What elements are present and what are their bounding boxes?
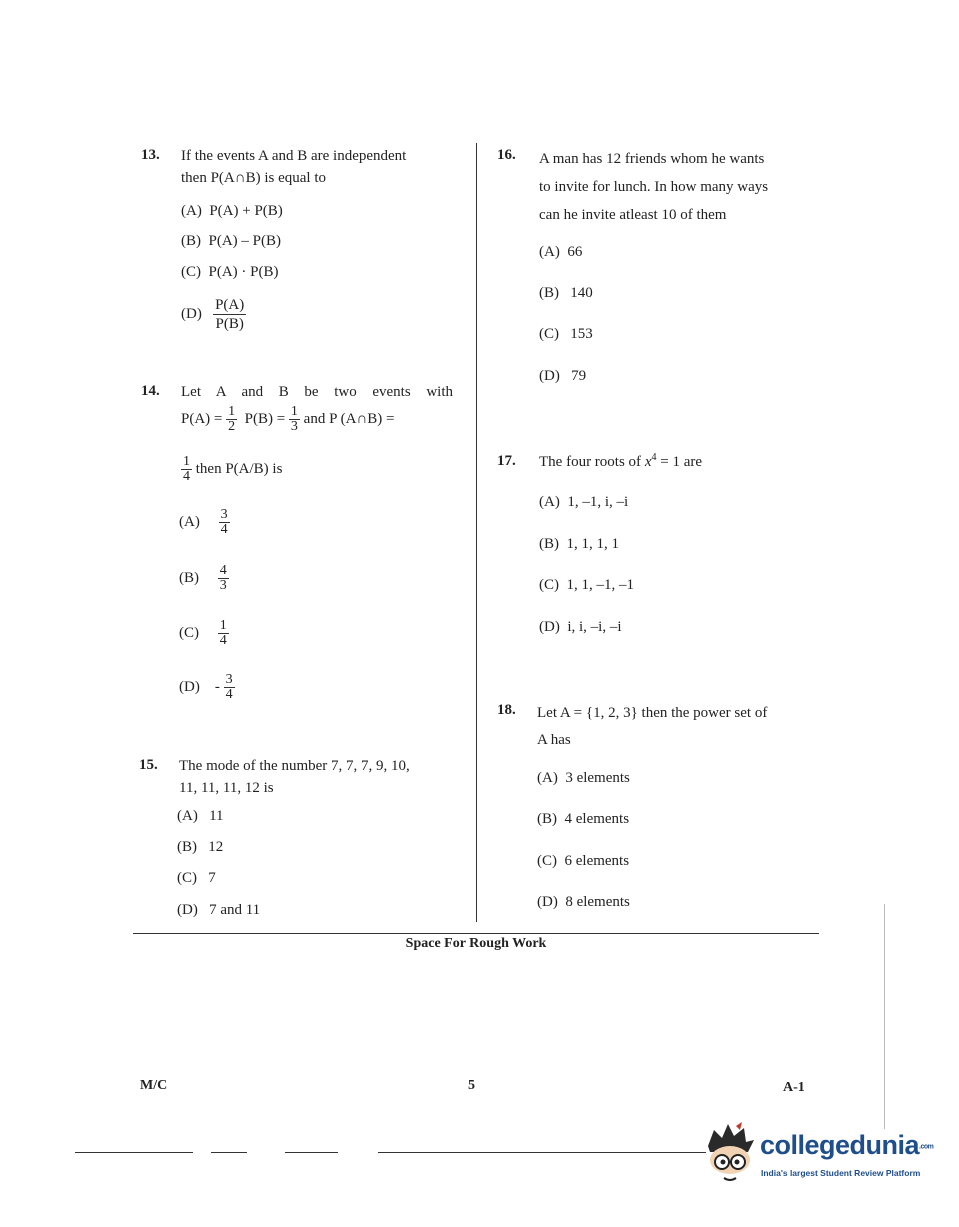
question-16-number: 16.	[497, 147, 516, 163]
question-16-stem-line3: can he invite atleast 10 of them	[539, 207, 727, 223]
fraction: $\frac{3}{4}$	[220, 507, 228, 537]
question-14-stem-line1: Let A and B be two events with	[181, 384, 453, 400]
footer-left: M/C	[140, 1078, 168, 1093]
question-16-stem-line2: to invite for lunch. In how many ways	[539, 179, 769, 195]
question-15-option-d: (D) 7 and 11	[177, 902, 261, 918]
question-18-option-d: (D) 8 elements	[537, 894, 630, 910]
question-13-number: 13.	[141, 147, 160, 163]
question-14-number: 14.	[141, 383, 160, 399]
fraction: $\frac{P(A)}{P(B)}$	[215, 297, 245, 332]
question-16-option-d: (D) 79	[539, 368, 587, 384]
rough-work-divider	[133, 933, 819, 934]
question-13-stem-line1: If the events A and B are independent	[181, 148, 407, 164]
question-18-option-b: (B) 4 elements	[537, 811, 630, 827]
question-17-option-c: (C) 1, 1, –1, –1	[539, 577, 634, 593]
scan-line-3	[285, 1152, 338, 1153]
footer-right: A-1	[783, 1080, 805, 1095]
scan-line-2	[211, 1152, 247, 1153]
question-13-option-d: (D) $\frac{P(A)}{P(B)}$	[181, 297, 245, 332]
question-18-stem-line1: Let A = {1, 2, 3} then the power set of	[537, 705, 768, 721]
question-14-option-c: (C) $\frac{1}{4}$	[179, 618, 227, 648]
question-15-option-b: (B) 12	[177, 839, 224, 855]
collegedunia-mascot-icon	[700, 1120, 760, 1182]
question-16-option-b: (B) 140	[539, 285, 593, 301]
question-17-number: 17.	[497, 453, 516, 469]
question-18-stem	[537, 700, 767, 754]
fraction: $\frac{1}{4}$	[183, 454, 190, 484]
question-16-stem-line1: A man has 12 friends whom he wants	[539, 151, 765, 167]
question-14-probabilities: P(A) = $\frac{1}{2}$ P(B) = $\frac{1}{3}$ and P (A∩B) =	[181, 404, 395, 434]
fraction: $\frac{1}{3}$	[290, 404, 298, 434]
question-18-stem-line2: A has	[537, 732, 571, 748]
question-18-option-c: (C) 6 elements	[537, 853, 630, 869]
question-15-stem-line1: The mode of the number 7, 7, 7, 9, 10,	[179, 758, 410, 774]
question-17-option-d: (D) i, i, –i, –i	[539, 619, 622, 635]
scan-edge-line	[884, 904, 885, 1129]
fraction: $\frac{1}{4}$	[219, 618, 227, 648]
question-15-option-c: (C) 7	[177, 870, 216, 886]
question-15-stem-line2: 11, 11, 11, 12 is	[179, 780, 274, 796]
question-13-option-c: (C) P(A) · P(B)	[181, 264, 279, 280]
question-14-option-a: (A) $\frac{3}{4}$	[179, 507, 228, 537]
collegedunia-wordmark: collegedunia.com	[760, 1130, 934, 1160]
question-16-option-a: (A) 66	[539, 244, 583, 260]
question-17-stem: The four roots of $x^4 = 1$ are	[539, 452, 703, 470]
question-14-stem-then: $\frac{1}{4}$ then P(A/B) is	[183, 454, 283, 484]
column-divider	[476, 143, 477, 922]
fraction: $\frac{3}{4}$	[225, 672, 233, 702]
question-15-option-a: (A) 11	[177, 808, 224, 824]
scan-line-4	[378, 1152, 706, 1153]
question-15-stem	[179, 755, 410, 799]
question-17-option-b: (B) 1, 1, 1, 1	[539, 536, 619, 552]
question-14-option-b: (B) $\frac{4}{3}$	[179, 563, 227, 593]
question-18-option-a: (A) 3 elements	[537, 770, 630, 786]
collegedunia-tagline: India's largest Student Review Platform	[761, 1168, 921, 1178]
scan-line-1	[75, 1152, 193, 1153]
question-13-option-a: (A) P(A) + P(B)	[181, 203, 283, 219]
question-13-stem-line2: then P(A∩B) is equal to	[181, 170, 326, 186]
question-13-stem	[181, 145, 406, 189]
question-17-option-a: (A) 1, –1, i, –i	[539, 494, 629, 510]
question-16-stem	[539, 145, 768, 229]
question-13-option-b: (B) P(A) – P(B)	[181, 233, 282, 249]
rough-work-label: Space For Rough Work	[405, 936, 547, 951]
fraction: $\frac{1}{2}$	[228, 404, 236, 434]
question-15-number: 15.	[139, 757, 158, 773]
question-18-number: 18.	[497, 702, 516, 718]
fraction: $\frac{4}{3}$	[219, 563, 227, 593]
page-number: 5	[468, 1078, 475, 1093]
question-16-option-c: (C) 153	[539, 326, 593, 342]
question-14-option-d: (D) - $\frac{3}{4}$	[179, 672, 233, 702]
